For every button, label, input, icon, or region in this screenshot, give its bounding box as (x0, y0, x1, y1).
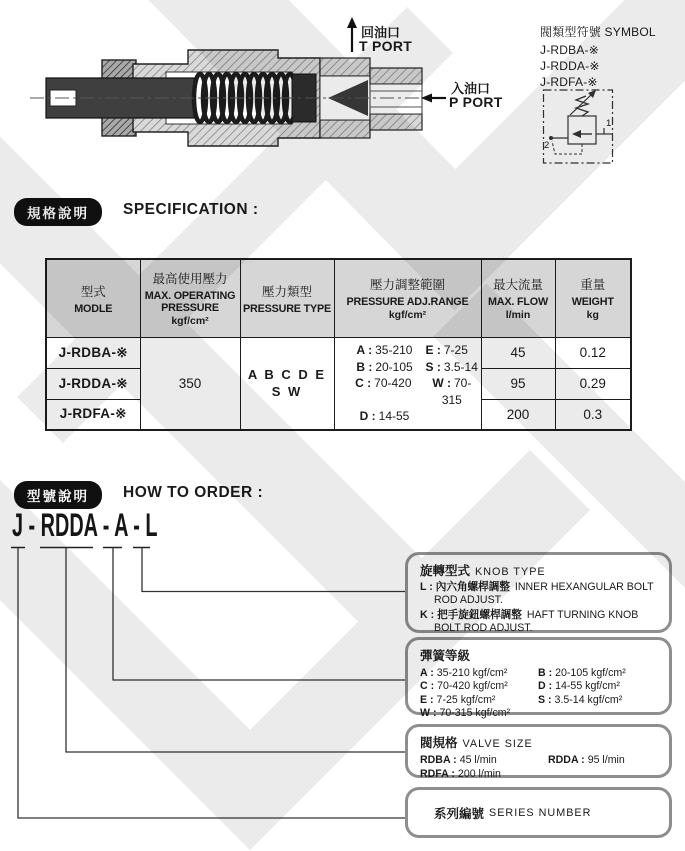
header-max-flow: 最大流量 MAX. FLOW l/min (481, 259, 555, 337)
t-port-label-zh: 回油口 (361, 25, 401, 40)
symbol-title: 閥類型符號 SYMBOL (540, 25, 656, 39)
series-number-box (405, 787, 672, 838)
series-box-title-zh: 系列編號 (434, 806, 485, 821)
spec-badge: 規格說明 (14, 198, 102, 226)
symbol-port1-label: 1 (606, 118, 612, 129)
knob-option-K: K : 把手旋鈕螺桿調整 HAFT TURNING KNOB BOLT ROD ADJUST. (420, 608, 639, 635)
weight-cell: 0.3 (555, 399, 631, 430)
table-row (46, 337, 631, 368)
nose-bottom (370, 114, 422, 130)
specification-table (45, 258, 632, 431)
hydraulic-symbol (542, 88, 614, 166)
t-port-label-en: T PORT (359, 38, 413, 54)
spring-grade-item: E : 7-25 kgf/cm² (420, 693, 496, 706)
symbol-block (540, 24, 656, 90)
knob-box-title: 旋轉型式 KNOB TYPE (420, 564, 546, 578)
spring-grade-item: C : 70-420 kgf/cm² (420, 680, 508, 693)
spring-grade-item: W : 70-315 kgf/cm² (420, 707, 511, 720)
spring-grade-item: A : 35-210 kgf/cm² (420, 667, 508, 679)
adj-range-cell: A : 35-210 E : 7-25 B : 20-105 S : 3.5-14 C : 70-420 W : 70-315 D : 14-55 (334, 337, 481, 430)
symbol-port2-label: 2 (544, 140, 550, 151)
spring-box-title: 彈簧等級 (420, 649, 471, 663)
spring-grade-list (420, 667, 660, 721)
valve-size-list (420, 754, 660, 781)
header-adj-range: 壓力調整範圍 PRESSURE ADJ.RANGE kgf/cm² (334, 259, 481, 337)
symbol-valve-square (568, 116, 596, 144)
order-code: J - RDDA - A - L (12, 507, 158, 543)
spring-grade-box (405, 637, 672, 720)
t-port-arrowhead (347, 17, 357, 28)
p-port-label-en: P PORT (449, 94, 503, 110)
knob-option-L: L : 內六角螺桿調整 INNER HEXANGULAR BOLT ROD ADJUST. (420, 581, 654, 607)
header-model: 型式 MODLE (46, 259, 140, 337)
order-heading: HOW TO ORDER : (123, 484, 264, 501)
max-pressure-cell: 350 (140, 337, 240, 430)
symbol-model: J-RDFA-※ (540, 75, 598, 89)
symbol-model: J-RDDA-※ (540, 59, 600, 73)
spring-grade-item: S : 3.5-14 kgf/cm² (538, 693, 623, 706)
flow-cell: 45 (481, 337, 555, 368)
valve-size-box (405, 724, 672, 778)
p-port-arrowhead (421, 94, 432, 103)
header-pressure-type: 壓力類型 PRESSURE TYPE (240, 259, 334, 337)
weight-cell: 0.12 (555, 337, 631, 368)
table-header-row (46, 259, 631, 337)
model-cell: J-RDFA-※ (46, 399, 140, 430)
spring-grade-item: D : 14-55 kgf/cm² (538, 680, 620, 693)
p-port-label-zh: 入油口 (451, 81, 491, 96)
symbol-model: J-RDBA-※ (540, 43, 599, 57)
valve-size-item: RDBA : 45 l/min (420, 754, 497, 766)
model-cell: J-RDBA-※ (46, 337, 140, 368)
valve-size-item: RDDA : 95 l/min (548, 754, 625, 766)
nose-bore (370, 84, 422, 114)
spring-grade-item: B : 20-105 kgf/cm² (538, 667, 626, 679)
nose-top (370, 68, 422, 84)
flow-cell: 200 (481, 399, 555, 430)
knob-type-box (405, 552, 672, 633)
weight-cell: 0.29 (555, 368, 631, 399)
valve-box-title: 閥規格 VALVE SIZE (420, 736, 533, 750)
order-badge: 型號說明 (14, 481, 102, 509)
flow-cell: 95 (481, 368, 555, 399)
header-max-pressure: 最高使用壓力 MAX. OPERATING PRESSURE kgf/cm² (140, 259, 240, 337)
header-weight: 重量 WEIGHT kg (555, 259, 631, 337)
sleeve-bottom (320, 120, 370, 138)
sleeve-top (320, 58, 370, 76)
model-cell: J-RDDA-※ (46, 368, 140, 399)
spec-heading: SPECIFICATION : (123, 201, 259, 218)
series-box-title-en: SERIES NUMBER (489, 806, 592, 819)
valve-size-item: RDFA : 200 l/min (420, 767, 501, 780)
valve-cross-section-drawing (28, 14, 508, 184)
pressure-type-cell: A B C D E S W (240, 337, 334, 430)
